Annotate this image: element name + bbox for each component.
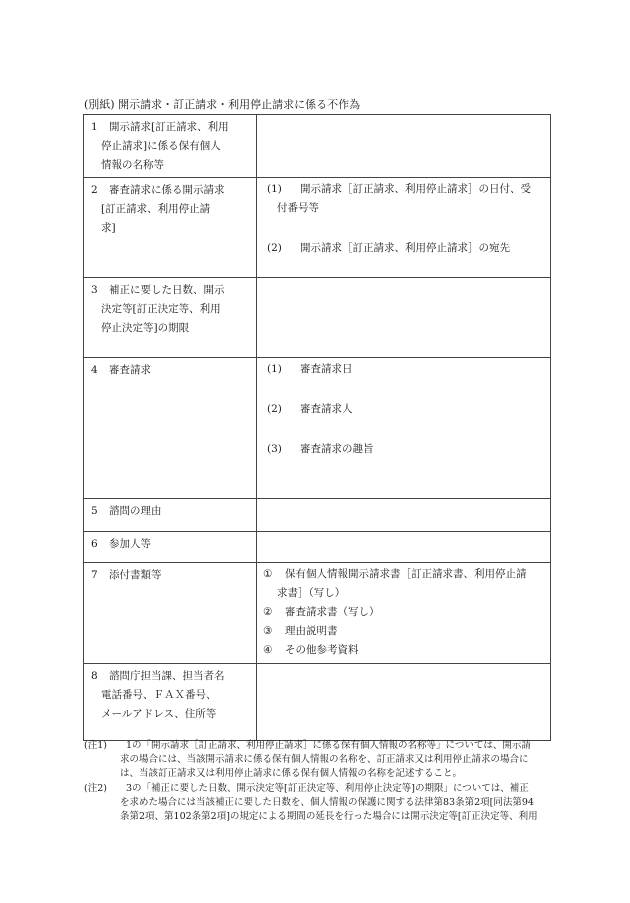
row-2-item-1-text: 開示請求［訂正請求、利用停止請求］の日付、受 bbox=[300, 183, 531, 195]
note-2-line: 条第2項、第102条第2項]の規定による期間の延長を行った場合には開示決定等[訂正決定等、利用 bbox=[120, 811, 538, 822]
attachment-item-2 bbox=[263, 603, 542, 622]
row-4-item-2-number: (2) bbox=[267, 403, 282, 415]
row-5-value-cell bbox=[257, 499, 551, 532]
row-3-label-line: 補正に要した日数、開示 bbox=[109, 284, 225, 296]
row-1-label-line: 情報の名称等 bbox=[101, 159, 164, 171]
row-7-label-cell bbox=[84, 563, 257, 664]
row-6-number: 6 bbox=[91, 538, 98, 550]
row-6-label: 参加人等 bbox=[109, 538, 151, 550]
row-2-item-2 bbox=[267, 239, 542, 258]
attachment-item-1-number: ① bbox=[263, 568, 273, 580]
note-1 bbox=[84, 739, 554, 781]
row-1-value-cell bbox=[257, 115, 551, 178]
table-row-7 bbox=[84, 563, 551, 664]
note-1-line: は、当該訂正請求又は利用停止請求に係る保有個人情報の名称を記述すること。 bbox=[120, 768, 463, 779]
note-2-label: (注2) bbox=[84, 783, 107, 794]
row-2-label-line: 審査請求に係る開示請求 bbox=[109, 184, 225, 196]
row-5-label-cell bbox=[84, 499, 257, 532]
row-4-item-1-text: 審査請求日 bbox=[300, 363, 353, 375]
row-2-value-cell bbox=[257, 178, 551, 278]
row-3-label-cell bbox=[84, 278, 257, 358]
row-3-number: 3 bbox=[91, 284, 98, 296]
note-2-line: を求めた場合には当該補正に要した日数を、個人情報の保護に関する法律第83条第2項[同法第94 bbox=[120, 797, 534, 808]
table-row-2 bbox=[84, 178, 551, 278]
row-8-label-line: 電話番号、ＦＡＸ番号、 bbox=[101, 689, 217, 701]
attachment-item-2-number: ② bbox=[263, 606, 273, 618]
attachment-item-3 bbox=[263, 622, 542, 641]
attachment-item-4 bbox=[263, 641, 542, 660]
table-row-4 bbox=[84, 358, 551, 499]
row-7-number: 7 bbox=[91, 569, 98, 581]
notes-section bbox=[84, 739, 554, 825]
attachment-item-1-text: 保有個人情報開示請求書［訂正請求書、利用停止請 bbox=[285, 568, 527, 580]
row-1-number: 1 bbox=[91, 121, 98, 133]
row-2-item-1-number: (1) bbox=[267, 183, 282, 195]
row-8-number: 8 bbox=[91, 670, 98, 682]
row-8-label-line: メールアドレス、住所等 bbox=[101, 708, 217, 720]
note-1-line: 1の「開示請求［訂正請求、利用停止請求］に係る保有個人情報の名称等」については、開示請 bbox=[126, 740, 531, 751]
form-table bbox=[83, 114, 551, 741]
row-1-label-cell bbox=[84, 115, 257, 178]
row-3-value-cell bbox=[257, 278, 551, 358]
attachment-item-4-number: ④ bbox=[263, 644, 273, 656]
row-2-label-line: 求] bbox=[101, 222, 116, 234]
row-2-label-cell bbox=[84, 178, 257, 278]
row-5-number: 5 bbox=[91, 505, 98, 517]
row-2-item-2-number: (2) bbox=[267, 242, 282, 254]
note-2-line: 3の「補正に要した日数、開示決定等[訂正決定等、利用停止決定等]の期限」については、補正 bbox=[126, 783, 529, 794]
row-4-label-cell bbox=[84, 358, 257, 499]
row-2-item-1-continuation: 付番号等 bbox=[277, 202, 319, 214]
row-4-item-2 bbox=[267, 400, 542, 419]
row-2-label-line: [訂正請求、利用停止請 bbox=[101, 203, 211, 215]
row-4-value-cell bbox=[257, 358, 551, 499]
note-2 bbox=[84, 782, 554, 824]
table-row-6 bbox=[84, 532, 551, 563]
attachment-item-3-number: ③ bbox=[263, 625, 273, 637]
note-1-line: 求の場合には、当該開示請求に係る保有個人情報の名称を、訂正請求又は利用停止請求の場合に bbox=[120, 754, 529, 765]
row-6-value-cell bbox=[257, 532, 551, 563]
attachment-item-3-text: 理由説明書 bbox=[285, 625, 338, 637]
row-2-number: 2 bbox=[91, 184, 98, 196]
table-row-3 bbox=[84, 278, 551, 358]
row-8-label-line: 諮問庁担当課、担当者名 bbox=[109, 670, 225, 682]
row-8-value-cell bbox=[257, 664, 551, 741]
attachment-item-1-continuation: 求書］（写し） bbox=[277, 587, 346, 599]
table-row-5 bbox=[84, 499, 551, 532]
note-1-label: (注1) bbox=[84, 740, 107, 751]
row-1-label-line: 停止請求]に係る保有個人 bbox=[101, 140, 221, 152]
row-8-label-cell bbox=[84, 664, 257, 741]
row-3-label-line: 決定等[訂正決定等、利用 bbox=[101, 303, 221, 315]
row-4-number: 4 bbox=[91, 364, 98, 376]
row-6-label-cell bbox=[84, 532, 257, 563]
row-2-item-2-text: 開示請求［訂正請求、利用停止請求］の宛先 bbox=[300, 242, 510, 254]
row-2-item-1 bbox=[267, 180, 542, 199]
row-1-label-line: 開示請求[訂正請求、利用 bbox=[109, 121, 229, 133]
row-7-value-cell bbox=[257, 563, 551, 664]
row-5-label: 諮問の理由 bbox=[109, 505, 162, 517]
row-4-item-2-text: 審査請求人 bbox=[300, 403, 353, 415]
table-row-8 bbox=[84, 664, 551, 741]
row-4-label-line: 審査請求 bbox=[109, 364, 151, 376]
row-4-item-3-text: 審査請求の趣旨 bbox=[300, 443, 374, 455]
attachment-item-1 bbox=[263, 565, 542, 584]
row-3-label-line: 停止決定等]の期限 bbox=[101, 322, 190, 334]
row-7-label: 添付書類等 bbox=[109, 569, 162, 581]
row-4-item-3-number: (3) bbox=[267, 443, 282, 455]
attachment-item-4-text: その他参考資料 bbox=[285, 644, 359, 656]
row-4-item-1 bbox=[267, 360, 542, 379]
table-row-1 bbox=[84, 115, 551, 178]
row-4-item-3 bbox=[267, 440, 542, 459]
row-4-item-1-number: (1) bbox=[267, 363, 282, 375]
page-title: (別紙) 開示請求・訂正請求・利用停止請求に係る不作為 bbox=[84, 98, 361, 111]
attachment-item-2-text: 審査請求書（写し） bbox=[285, 606, 380, 618]
